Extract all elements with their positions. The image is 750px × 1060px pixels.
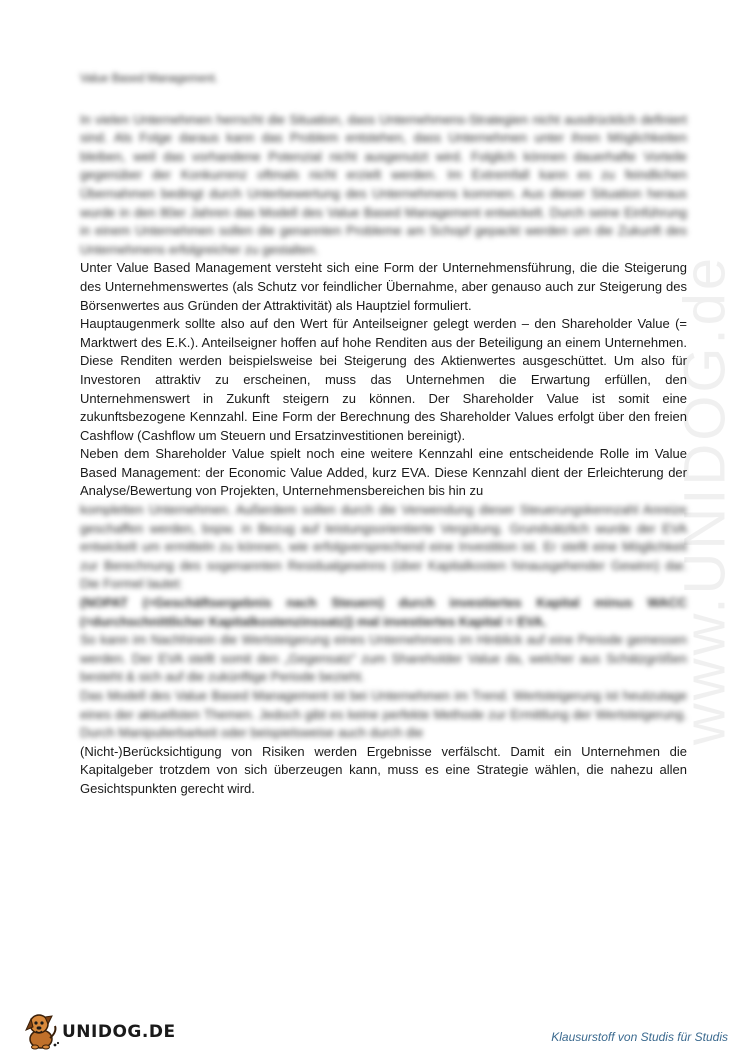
paragraph-trend: Das Modell des Value Based Management ist bei Unternehmen im Trend. Wertsteigerung ist heutzutage eines der aktuellsten Themen. Jedoch gibt es keine perfekte Methode zur Ermittlung der Wertsteigerung. Durch Manipulierbarkeit oder beispielsweise auch durch die bbox=[80, 688, 687, 741]
logo-text: UNIDOG.DE bbox=[62, 1022, 176, 1042]
paragraph-eva-details: kompletten Unternehmen. Außerdem sollen durch die Verwendung dieser Steuerungskennzahl Anreize geschaffen werden, bspw. in Bezug auf leistungsorientierte Vergütung. Grundsätzlich wurde der EVA entwickelt um ermitteln zu können, wie erfolgversprechend eine Investition ist. Er stellt eine Möglichkeit zur Berechnung des sogenannten Residualgewinns (über Kapitalkosten hinausgehender Gewinn) dar. Die Formel lautet: bbox=[80, 502, 687, 592]
paragraph-shareholder-value: Hauptaugenmerk sollte also auf den Wert für Anteilseigner gelegt werden – den Shareholder Value (= Marktwert des E.K.). Anteilseigner hoffen auf hohe Renditen aus der Beteiligung an einem Unternehmen. Diese Renditen werden beispielsweise bei Steigerung des Aktienwertes ausgeschüttet. Um also für Investoren attraktiv zu erscheinen, muss das Unternehmen die Erwartung erfüllen, den Unternehmenswert in Zukunft steigern zu können. Der Shareholder Value ist somit eine zukunftsbezogene Kennzahl. Eine Form der Berechnung des Shareholder Values erfolgt über den freien Cashflow (Cashflow um Steuern und Ersatzinvestitionen bereinigt). bbox=[80, 316, 687, 443]
paragraph-eva-formula: (NOPAT (=Geschäftsergebnis nach Steuern) durch investiertes Kapital minus WACC (=durchschnittlicher Kapitalkostenzinssatz)) mal investiertes Kapital = EVA. bbox=[80, 595, 687, 629]
paragraph-eva-measurement: So kann im Nachhinein die Wertsteigerung eines Unternehmens im Hinblick auf eine Periode gemessen werden. Der EVA stellt somit den „Gegensatz“ zum Shareholder Value da, welcher aus Schätzgrößen besteht & sich auf die zukünftige Periode bezieht. bbox=[80, 632, 687, 685]
paragraph-eva-intro: Neben dem Shareholder Value spielt noch eine weitere Kennzahl eine entscheidende Rolle im Value Based Management: der Economic Value Added, kurz EVA. Diese Kennzahl dient der Erleichterung der Analyse/Bewertung von Projekten, Unternehmensbereichen bis hin zu bbox=[80, 446, 687, 499]
paragraph-definition: Unter Value Based Management versteht sich eine Form der Unternehmensführung, die die Steigerung des Unternehmenswertes (als Schutz vor feindlicher Übernahme, aber genauso auch zur Steigerung des Börsenwertes aus Gründen der Attraktivität) als Hauptziel formuliert. bbox=[80, 260, 687, 313]
document-title: Value Based Management. bbox=[80, 73, 218, 85]
dog-mascot-icon bbox=[22, 1010, 60, 1055]
document-body bbox=[80, 70, 687, 799]
paragraph-intro: In vielen Unternehmen herrscht die Situation, dass Unternehmens-Strategien nicht ausdrücklich definiert sind. Als Folge daraus kann das Problem entstehen, dass Unternehmen unter ihren Möglichkeiten bleiben, weil das vorhandene Potenzial nicht ausgenutzt wird. Folglich können dauerhafte Vorteile gegenüber der Konkurrenz oftmals nicht erzielt werden. Im Extremfall kann es zu feindlichen Übernahmen bedingt durch Unterbewertung des Unternehmens kommen. Aus dieser Situation heraus wurde in den 80er Jahren das Modell des Value Based Management entwickelt. Durch seine Einführung in einem Unternehmen sollen die genannten Probleme am Schopf gepackt werden um die Zukunft des Unternehmens erfolgreicher zu gestalten. bbox=[80, 111, 687, 257]
watermark: www.UNIDOG.de bbox=[672, 254, 738, 746]
footer-slogan: Klausurstoff von Studis für Studis bbox=[551, 1030, 728, 1044]
paragraph-conclusion: (Nicht-)Berücksichtigung von Risiken werden Ergebnisse verfälscht. Damit ein Unternehmen die Kapitalgeber trotzdem von sich überzeugen kann, muss es eine Strategie wählen, die nahezu allen Gesichtspunkten gerecht wird. bbox=[80, 743, 687, 796]
unidog-logo bbox=[22, 1012, 176, 1052]
